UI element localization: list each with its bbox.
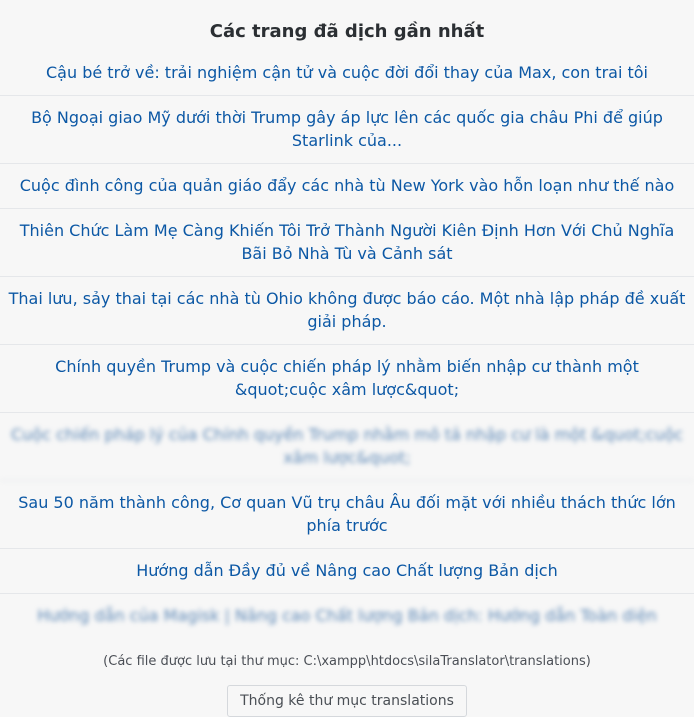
translation-list [0,51,694,638]
translation-link[interactable]: Sau 50 năm thành công, Cơ quan Vũ trụ châu Âu đối mặt với nhiều thách thức lớn phía trước [0,481,694,549]
translation-link[interactable]: Bộ Ngoại giao Mỹ dưới thời Trump gây áp lực lên các quốc gia châu Phi để giúp Starlink của... [0,96,694,164]
storage-note: (Các file được lưu tại thư mục: C:\xampp\htdocs\silaTranslator\translations) [103,654,591,669]
translation-link[interactable]: Cuộc chiến pháp lý của Chính quyền Trump nhằm mô tả nhập cư là một &quot;cuộc xâm lược&quot; [0,413,694,481]
translation-link[interactable]: Hướng dẫn Đầy đủ về Nâng cao Chất lượng Bản dịch [0,549,694,594]
translation-link[interactable]: Cuộc đình công của quản giáo đẩy các nhà tù New York vào hỗn loạn như thế nào [0,164,694,209]
directory-stats-button[interactable]: Thống kê thư mục translations [227,685,467,717]
translation-link[interactable]: Cậu bé trở về: trải nghiệm cận tử và cuộc đời đổi thay của Max, con trai tôi [0,51,694,96]
translation-link[interactable]: Thiên Chức Làm Mẹ Càng Khiến Tôi Trở Thành Người Kiên Định Hơn Với Chủ Nghĩa Bãi Bỏ Nhà Tù và Cảnh sát [0,209,694,277]
translation-link[interactable]: Thai lưu, sảy thai tại các nhà tù Ohio không được báo cáo. Một nhà lập pháp đề xuất giải pháp. [0,277,694,345]
translation-link[interactable]: Chính quyền Trump và cuộc chiến pháp lý nhằm biến nhập cư thành một &quot;cuộc xâm lược&quot; [0,345,694,413]
page-title: Các trang đã dịch gần nhất [209,21,485,42]
translation-link[interactable]: Hướng dẫn của Magisk | Nâng cao Chất lượng Bản dịch: Hướng dẫn Toàn diện [37,606,657,625]
